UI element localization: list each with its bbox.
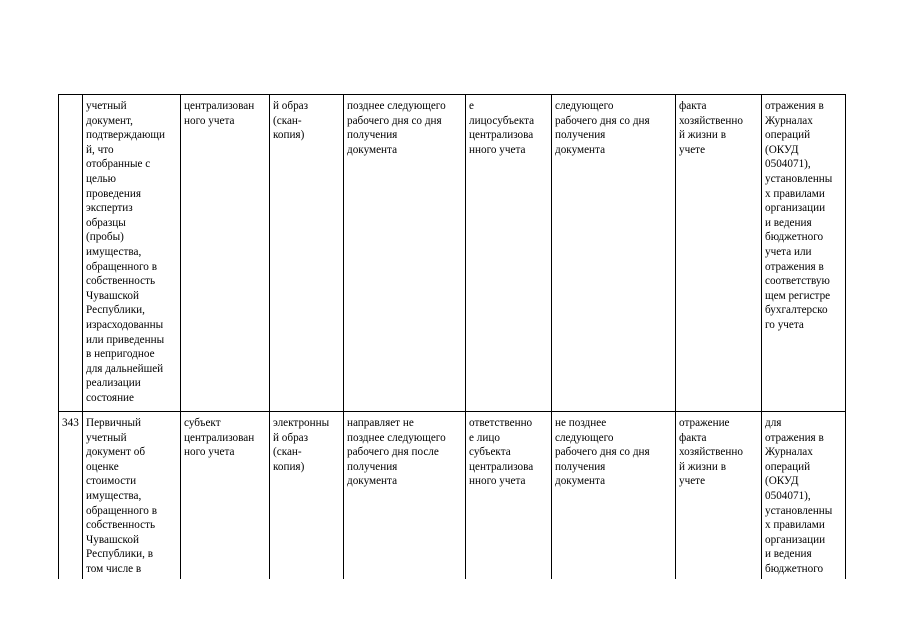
register-table (58, 94, 846, 579)
table-row (59, 412, 846, 579)
processing-term-cell: следующего рабочего дня со дня получения документа (552, 95, 676, 412)
document-name-cell: учетный документ, подтверждающи й, что отобранные с целью проведения экспертиз образцы (пробы) имущества, обращенного в собственность Чувашской Республики, израсходованны или приведенны в непригодное для дальнейшей реализации состояние (83, 95, 181, 412)
purpose-cell: отражения в Журналах операций (ОКУД 0504071), установленны х правилами организации и ведения бюджетного учета или отражения в соответствую щем регистре бухгалтерско го учета (762, 95, 846, 412)
processing-term-cell: не позднее следующего рабочего дня со дня получения документа (552, 412, 676, 579)
responsible-party-cell: централизован ного учета (181, 95, 270, 412)
action-cell: факта хозяйственно й жизни в учете (676, 95, 762, 412)
purpose-cell: для отражения в Журналах операций (ОКУД 0504071), установленны х правилами организации и ведения бюджетного (762, 412, 846, 579)
transfer-term-cell: направляет не позднее следующего рабочего дня после получения документа (344, 412, 466, 579)
recipient-cell: е лицосубъекта централизова нного учета (466, 95, 552, 412)
action-cell: отражение факта хозяйственно й жизни в учете (676, 412, 762, 579)
recipient-cell: ответственно е лицо субъекта централизова нного учета (466, 412, 552, 579)
document-form-cell: й образ (скан- копия) (270, 95, 344, 412)
row-number-cell: 343 (59, 412, 83, 579)
document-form-cell: электронны й образ (скан- копия) (270, 412, 344, 579)
document-name-cell: Первичный учетный документ об оценке стоимости имущества, обращенного в собственность Чувашской Республики, в том числе в (83, 412, 181, 579)
transfer-term-cell: позднее следующего рабочего дня со дня получения документа (344, 95, 466, 412)
table-row (59, 95, 846, 412)
row-number-cell (59, 95, 83, 412)
responsible-party-cell: субъект централизован ного учета (181, 412, 270, 579)
